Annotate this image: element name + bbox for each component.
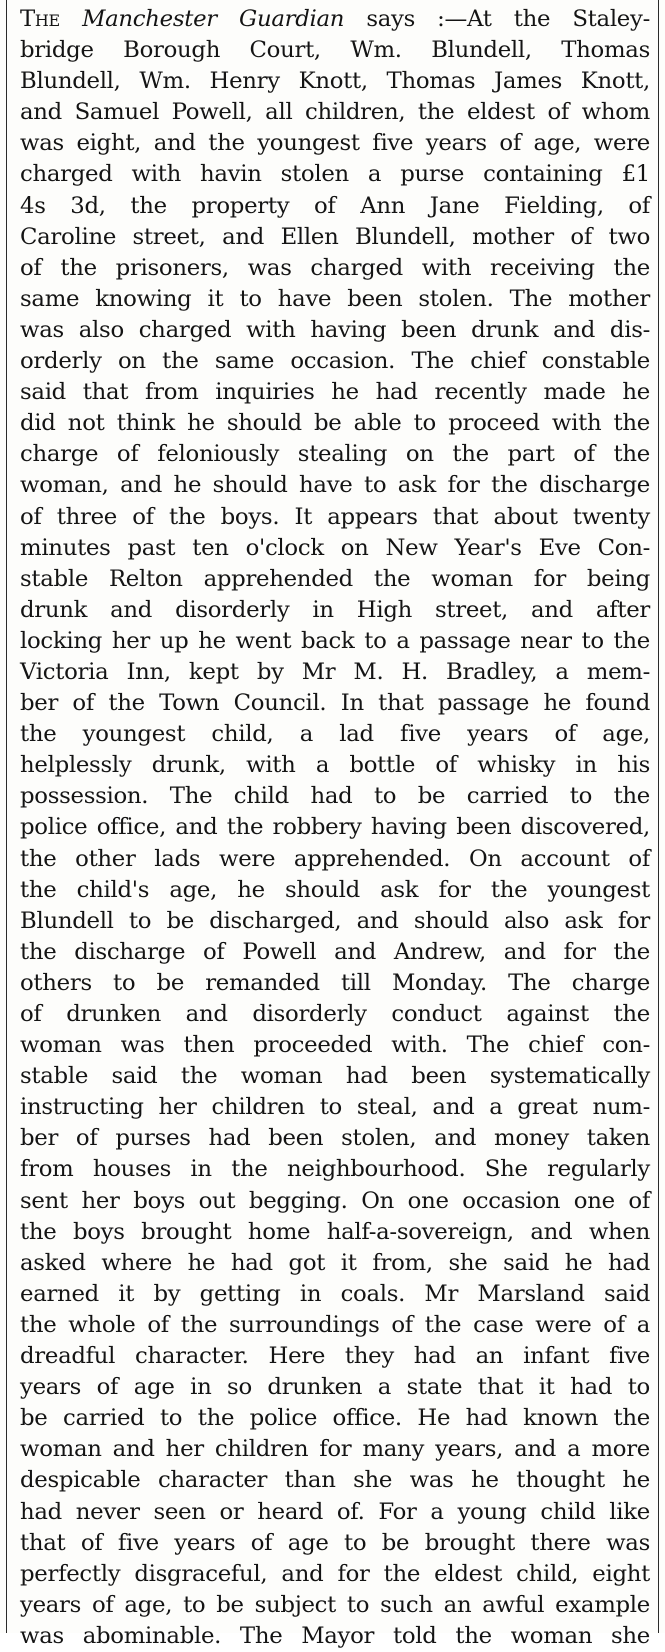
article-line: despicable character than she was he thought he bbox=[20, 1467, 650, 1494]
article-line: police office, and the robbery having been discovered, bbox=[20, 814, 650, 841]
article-line: years of age in so drunken a state that it had to bbox=[20, 1374, 650, 1401]
article-line: said that from inquiries he had recently made he bbox=[20, 379, 650, 406]
article-line: earned it by getting in coals. Mr Marsland said bbox=[20, 1280, 650, 1307]
article-line: Blundell to be discharged, and should also ask for bbox=[20, 907, 650, 934]
article-line: stable said the woman had been systematically bbox=[20, 1063, 650, 1090]
article-line: Victoria Inn, kept by Mr M. H. Bradley, a mem- bbox=[20, 658, 650, 685]
article-line: had never seen or heard of. For a young child like bbox=[20, 1498, 650, 1525]
article-line: of the prisoners, was charged with receiving the bbox=[20, 254, 650, 281]
article-line: orderly on the same occasion. The chief constable bbox=[20, 348, 650, 375]
article-line: years of age, to be subject to such an awful example bbox=[20, 1591, 650, 1618]
article-line-first bbox=[20, 4, 650, 35]
article-line: possession. The child had to be carried to the bbox=[20, 783, 650, 810]
article-line: ber of the Town Council. In that passage he found bbox=[20, 690, 650, 717]
article-column bbox=[20, 4, 650, 1652]
article-line: and Samuel Powell, all children, the eldest of whom bbox=[20, 99, 650, 126]
article-line: was eight, and the youngest five years of age, were bbox=[20, 130, 650, 157]
article-lead-word: The bbox=[20, 6, 60, 32]
article-line: bridge Borough Court, Wm. Blundell, Thomas bbox=[20, 37, 650, 64]
article-line: says :—At the Staley- bbox=[366, 6, 650, 32]
article-line: was abominable. The Mayor told the woman she bbox=[20, 1622, 650, 1649]
article-line: the whole of the surroundings of the case were of a bbox=[20, 1311, 650, 1338]
article-line: ber of purses had been stolen, and money taken bbox=[20, 1125, 650, 1152]
article-line: minutes past ten o'clock on New Year's Eve Con- bbox=[20, 534, 650, 561]
article-line: the other lads were apprehended. On account of bbox=[20, 845, 650, 872]
article-line: charged with havin stolen a purse containing £1 bbox=[20, 161, 650, 188]
article-line: sent her boys out begging. On one occasion one of bbox=[20, 1187, 650, 1214]
article-line: the youngest child, a lad five years of age, bbox=[20, 721, 650, 748]
article-line: did not think he should be able to proceed with the bbox=[20, 410, 650, 437]
article-line: locking her up he went back to a passage near to the bbox=[20, 627, 650, 654]
article-line: woman and her children for many years, and a more bbox=[20, 1436, 650, 1463]
article-line: the child's age, he should ask for the youngest bbox=[20, 876, 650, 903]
article-line: charge of feloniously stealing on the part of the bbox=[20, 441, 650, 468]
article-line: woman was then proceeded with. The chief con- bbox=[20, 1032, 650, 1059]
article-line: woman, and he should have to ask for the discharge bbox=[20, 472, 650, 499]
column-rule-left bbox=[6, 0, 7, 1633]
article-line: the discharge of Powell and Andrew, and for the bbox=[20, 938, 650, 965]
article-line: same knowing it to have been stolen. The mother bbox=[20, 285, 650, 312]
article-line: of three of the boys. It appears that about twenty bbox=[20, 503, 650, 530]
article-line: instructing her children to steal, and a great num- bbox=[20, 1094, 650, 1121]
article-line: perfectly disgraceful, and for the eldest child, eight bbox=[20, 1560, 650, 1587]
article-line: dreadful character. Here they had an infant five bbox=[20, 1343, 650, 1370]
article-line: stable Relton apprehended the woman for being bbox=[20, 565, 650, 592]
article-line: of drunken and disorderly conduct against the bbox=[20, 1001, 650, 1027]
article-line: asked where he had got it from, she said he had bbox=[20, 1249, 650, 1276]
article-line: from houses in the neighbourhood. She regularly bbox=[20, 1156, 650, 1183]
article-line: was also charged with having been drunk and dis- bbox=[20, 316, 650, 343]
article-line: be carried to the police office. He had known the bbox=[20, 1405, 650, 1432]
article-line: others to be remanded till Monday. The charge bbox=[20, 969, 650, 996]
column-rule-right bbox=[658, 0, 659, 1633]
article-line: helplessly drunk, with a bottle of whisky in his bbox=[20, 752, 650, 779]
article-line: that of five years of age to be brought there was bbox=[20, 1529, 650, 1556]
article-line: drunk and disorderly in High street, and after bbox=[20, 596, 650, 623]
article-source: Manchester Guardian bbox=[82, 6, 345, 32]
article-line: Blundell, Wm. Henry Knott, Thomas James Knott, bbox=[20, 68, 650, 95]
article-line: the boys brought home half-a-sovereign, and when bbox=[20, 1218, 650, 1245]
article-line: 4s 3d, the property of Ann Jane Fielding, of bbox=[20, 192, 650, 219]
article-line: Caroline street, and Ellen Blundell, mother of two bbox=[20, 223, 650, 250]
